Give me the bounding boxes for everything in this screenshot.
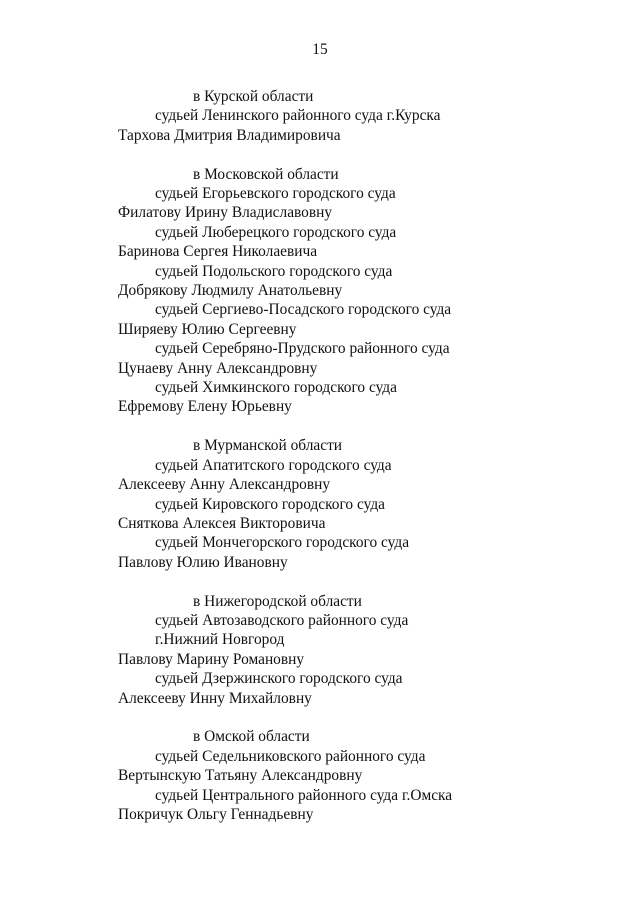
judge-name: Баринова Сергея Николаевича <box>118 243 318 261</box>
region-heading: в Курской области <box>193 88 314 105</box>
judge-name: Ширяеву Юлию Сергеевну <box>118 320 297 338</box>
court-line: г.Нижний Новгород <box>155 631 285 649</box>
judge-name: Филатову Ирину Владиславовну <box>118 204 333 222</box>
judge-name: Добрякову Людмилу Анатольевну <box>118 282 343 300</box>
judge-name: Алексееву Анну Александровну <box>118 476 331 494</box>
region-section <box>0 436 640 572</box>
court-line: судьей Мончегорского городского суда <box>155 534 410 552</box>
region-heading: в Нижегородской области <box>193 592 362 610</box>
judge-name: Покричук Ольгу Геннадьевну <box>118 805 314 823</box>
court-line: судьей Ленинского районного суда г.Курска <box>155 107 441 125</box>
court-line: судьей Центрального районного суда г.Омска <box>155 786 453 804</box>
region-section <box>0 87 640 145</box>
court-line: судьей Сергиево-Посадского городского суда <box>155 301 452 319</box>
region-heading: в Московской области <box>193 165 339 183</box>
appointments-list <box>0 87 640 844</box>
court-line: судьей Подольского городского суда <box>155 262 393 280</box>
judge-name: Цунаеву Анну Александровну <box>118 359 318 377</box>
judge-name: Алексееву Инну Михайловну <box>118 689 312 707</box>
judge-name: Ефремову Елену Юрьевну <box>118 398 292 416</box>
court-line: судьей Седельниковского районного суда <box>155 747 426 765</box>
region-section <box>0 727 640 824</box>
court-line: судьей Серебряно-Прудского районного суда <box>155 340 450 358</box>
judge-name: Павлову Юлию Ивановну <box>118 553 288 571</box>
judge-name: Тархова Дмитрия Владимировича <box>118 126 341 144</box>
court-line: судьей Кировского городского суда <box>155 495 385 513</box>
court-line: судьей Химкинского городского суда <box>155 379 397 397</box>
court-line: судьей Егорьевского городского суда <box>155 185 396 203</box>
judge-name: Павлову Марину Романовну <box>118 650 305 668</box>
region-section <box>0 592 640 708</box>
court-line: судьей Дзержинского городского суда <box>155 670 403 688</box>
region-heading: в Омской области <box>193 728 310 746</box>
region-section <box>0 165 640 417</box>
page-number: 15 <box>312 41 328 58</box>
court-line: судьей Апатитского городского суда <box>155 456 392 474</box>
region-heading: в Мурманской области <box>193 437 343 455</box>
judge-name: Вертынскую Татьяну Александровну <box>118 767 363 785</box>
judge-name: Сняткова Алексея Викторовича <box>118 514 326 532</box>
court-line: судьей Автозаводского районного суда <box>155 611 409 629</box>
court-line: судьей Люберецкого городского суда <box>155 223 397 241</box>
